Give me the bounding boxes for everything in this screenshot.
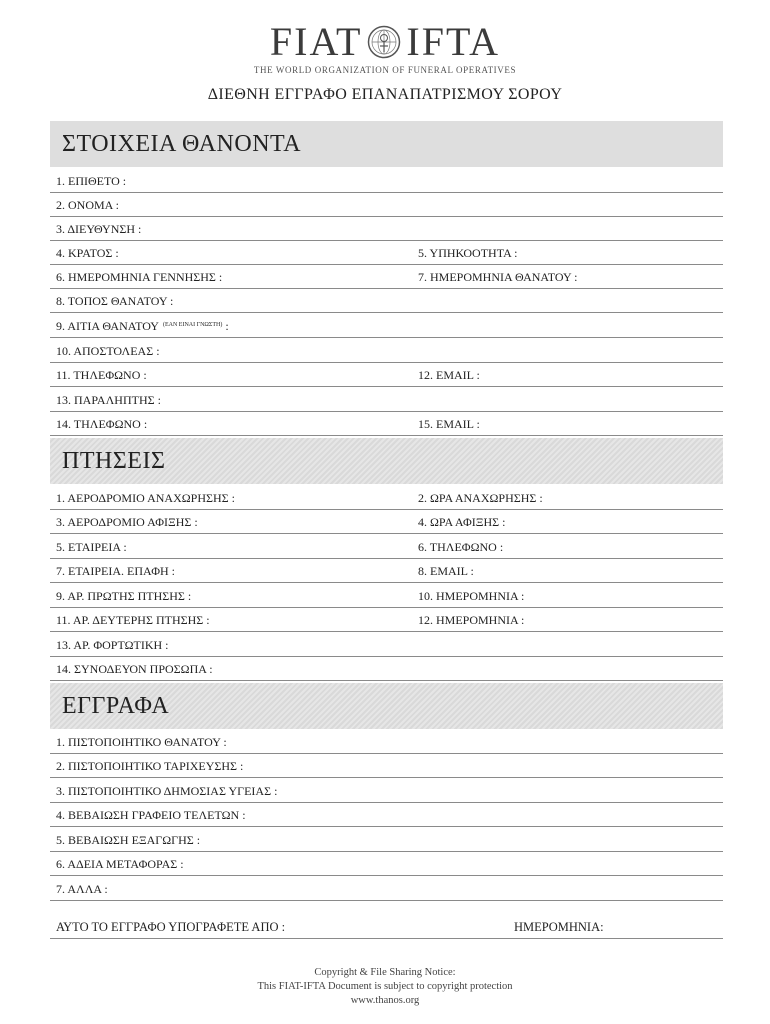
field-label: 4. ΒΕΒΑΙΩΣΗ ΓΡΑΦΕΙΟ ΤΕΛΕΤΩΝ :	[56, 808, 246, 822]
tagline: THE WORLD ORGANIZATION OF FUNERAL OPERATIVES	[253, 65, 517, 75]
form-row[interactable]	[50, 876, 723, 901]
field-label: 5. ΕΤΑΙΡΕΙΑ :	[56, 540, 127, 554]
form-row[interactable]	[50, 338, 723, 363]
section-title: ΣΤΟΙΧΕΙΑ ΘΑΝΟΝΤΑ	[62, 130, 302, 157]
field-note: (ΕΑΝ ΕΙΝΑΙ ΓΝΩΣΤΗ)	[162, 322, 223, 328]
field-label-right: 6. ΤΗΛΕΦΩΝΟ :	[418, 540, 504, 554]
field-label: 7. ΑΛΛΑ :	[56, 882, 108, 896]
field-label: 14. ΣΥΝΟΔΕΥΟΝ ΠΡΟΣΩΠΑ :	[56, 662, 213, 676]
form-row[interactable]	[50, 583, 723, 608]
form-row[interactable]	[50, 851, 723, 876]
copyright-notice-title: Copyright & File Sharing Notice:	[314, 967, 456, 978]
field-label: 5. ΒΕΒΑΙΩΣΗ ΕΞΑΓΩΓΗΣ :	[56, 833, 201, 847]
field-label-right: 7. ΗΜΕΡΟΜΗΝΙΑ ΘΑΝΑΤΟΥ :	[418, 270, 578, 284]
field-label: 11. ΤΗΛΕΦΩΝΟ :	[56, 368, 147, 382]
field-label: 6. ΑΔΕΙΑ ΜΕΤΑΦΟΡΑΣ :	[56, 857, 184, 871]
form-row[interactable]	[50, 387, 723, 412]
field-label: 7. ΕΤΑΙΡΕΙΑ. ΕΠΑΦΗ :	[56, 564, 175, 578]
field-label: 1. ΠΙΣΤΟΠΟΙΗΤΙΚΟ ΘΑΝΑΤΟΥ :	[56, 735, 227, 749]
form-row[interactable]	[50, 558, 723, 583]
form-row[interactable]	[50, 362, 723, 387]
field-label: 8. ΤΟΠΟΣ ΘΑΝΑΤΟΥ :	[56, 294, 174, 308]
field-label: 10. ΑΠΟΣΤΟΛΕΑΣ :	[56, 344, 160, 358]
field-label: 1. ΑΕΡΟΔΡΟΜΙΟ ΑΝΑΧΩΡΗΣΗΣ :	[56, 491, 235, 505]
field-label: 13. ΠΑΡΑΛΗΠΤΗΣ :	[56, 393, 161, 407]
form-row[interactable]	[50, 168, 723, 193]
form-row[interactable]	[50, 264, 723, 289]
section-title: ΠΤΗΣΕΙΣ	[62, 447, 166, 474]
form-row[interactable]	[50, 288, 723, 313]
signature-row[interactable]	[50, 914, 723, 939]
logo	[0, 18, 770, 66]
form-row[interactable]	[50, 411, 723, 436]
field-label: 6. ΗΜΕΡΟΜΗΝΙΑ ΓΕΝΝΗΣΗΣ :	[56, 270, 223, 284]
field-label-right: 4. ΩΡΑ ΑΦΙΞΗΣ :	[418, 515, 506, 529]
logo-text-right: IFTA	[406, 19, 501, 64]
field-label-suffix: :	[225, 319, 229, 333]
form-row[interactable]	[50, 778, 723, 803]
field-label: 9. ΑΡ. ΠΡΩΤΗΣ ΠΤΗΣΗΣ :	[56, 589, 192, 603]
form-row[interactable]	[50, 534, 723, 559]
form-row[interactable]	[50, 313, 723, 338]
section-header-documents	[50, 683, 723, 729]
form-row[interactable]	[50, 827, 723, 852]
header	[0, 18, 770, 75]
form-row[interactable]	[50, 656, 723, 681]
field-label: 3. ΠΙΣΤΟΠΟΙΗΤΙΚΟ ΔΗΜΟΣΙΑΣ ΥΓΕΙΑΣ :	[56, 784, 278, 798]
signature-date-label: ΗΜΕΡΟΜΗΝΙΑ:	[514, 920, 604, 934]
field-label-right: 8. EMAIL :	[418, 564, 474, 578]
field-label-right: 12. ΗΜΕΡΟΜΗΝΙΑ :	[418, 613, 525, 627]
form-row[interactable]	[50, 607, 723, 632]
section-header-flights	[50, 438, 723, 484]
form-row[interactable]	[50, 240, 723, 265]
form-row[interactable]	[50, 753, 723, 778]
form-row[interactable]	[50, 485, 723, 510]
section-title: ΕΓΓΡΑΦΑ	[62, 692, 170, 719]
field-label: 3. ΑΕΡΟΔΡΟΜΙΟ ΑΦΙΞΗΣ :	[56, 515, 198, 529]
globe-emblem-icon	[367, 25, 401, 59]
form-row[interactable]	[50, 729, 723, 754]
field-label: 4. ΚΡΑΤΟΣ :	[56, 246, 119, 260]
copyright-notice-text: This FIAT-IFTA Document is subject to copyright protection	[257, 981, 513, 992]
form-row[interactable]	[50, 192, 723, 217]
footer	[0, 966, 770, 1008]
field-label: 11. ΑΡ. ΔΕΥΤΕΡΗΣ ΠΤΗΣΗΣ :	[56, 613, 210, 627]
field-label: 9. ΑΙΤΙΑ ΘΑΝΑΤΟΥ	[56, 319, 159, 333]
field-label-right: 2. ΩΡΑ ΑΝΑΧΩΡΗΣΗΣ :	[418, 491, 543, 505]
logo-text-left: FIAT	[269, 19, 363, 64]
field-label: 3. ΔΙΕΥΘΥΝΣΗ :	[56, 222, 142, 236]
document-title: ΔΙΕΘΝΗ ΕΓΓΡΑΦΟ ΕΠΑΝΑΠΑΤΡΙΣΜΟΥ ΣΟΡΟΥ	[207, 86, 563, 103]
form-row[interactable]	[50, 509, 723, 534]
field-label-right: 15. EMAIL :	[418, 417, 480, 431]
field-label-group	[56, 319, 229, 334]
field-label: 2. ΟΝΟΜΑ :	[56, 198, 120, 212]
website-link[interactable]: www.thanos.org	[350, 995, 420, 1006]
form-row[interactable]	[50, 802, 723, 827]
field-label-right: 5. ΥΠΗΚΟΟΤΗΤΑ :	[418, 246, 518, 260]
section-header-deceased	[50, 121, 723, 167]
form-row[interactable]	[50, 632, 723, 657]
field-label-right: 12. EMAIL :	[418, 368, 480, 382]
field-label: 14. ΤΗΛΕΦΩΝΟ :	[56, 417, 148, 431]
signed-by-label: ΑΥΤΟ ΤΟ ΕΓΓΡΑΦΟ ΥΠΟΓΡΑΦΕΤΕ ΑΠΟ :	[56, 920, 286, 934]
field-label: 13. ΑΡ. ΦΟΡΤΩΤΙΚΗ :	[56, 638, 169, 652]
field-label: 2. ΠΙΣΤΟΠΟΙΗΤΙΚΟ ΤΑΡΙΧΕΥΣΗΣ :	[56, 759, 244, 773]
field-label-right: 10. ΗΜΕΡΟΜΗΝΙΑ :	[418, 589, 525, 603]
form-row[interactable]	[50, 216, 723, 241]
field-label: 1. ΕΠΙΘΕΤΟ :	[56, 174, 127, 188]
